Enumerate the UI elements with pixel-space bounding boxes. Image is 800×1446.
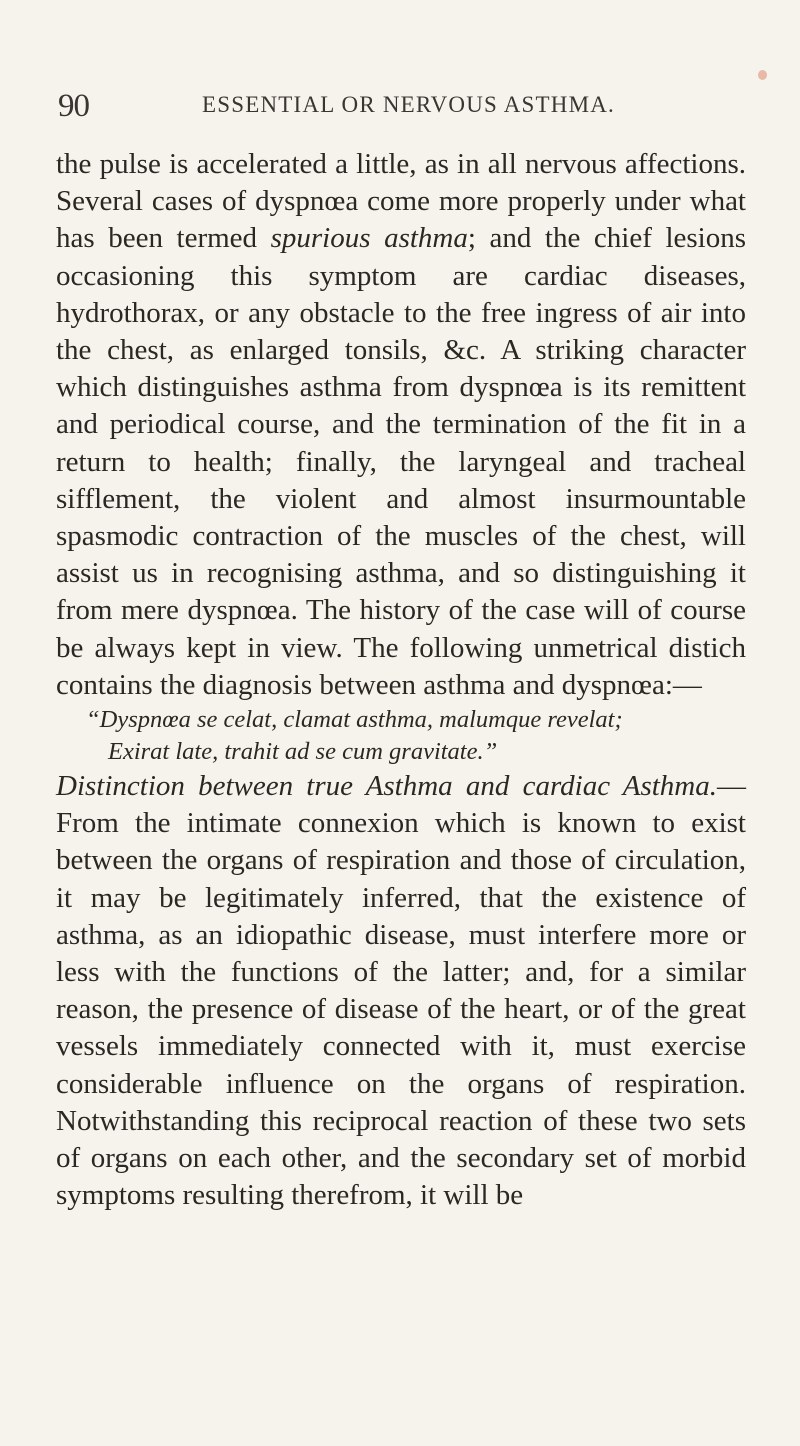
paragraph-2-text: —From the intimate connexion which is known to exist between the organs of respiration and those of circulation, it may be legitimately inferred, that the existence of asthma, as an idiopathic disease, must interfere more or less with the functions of the latter; and, for a similar reason, the presence of disease of the heart, or of the great vessels immediately connected with it, must exercise considerable influence on the organs of respiration. Notwithstanding this reciprocal reaction of these two sets of organs on each other, and the secondary set of morbid symptoms resulting therefrom, it will be: [56, 770, 746, 1212]
page-number: 90: [58, 88, 89, 124]
paragraph-1-text-b: ; and the chief lesions occasioning this symptom are cardiac diseases, hydrothorax, or any obstacle to the free ingress of air into the chest, as enlarged tonsils, &c. A striking character which distinguishes asthma from dyspnœa is its remittent and periodical course, and the termination of the fit in a return to health; finally, the laryngeal and tracheal sifflement, the violent and almost insurmountable spasmodic contraction of the muscles of the chest, will assist us in recognising asthma, and so distinguishing it from mere dyspnœa. The history of the case will of course be always kept in view. The following unmetrical distich contains the diagnosis between asthma and dyspnœa:—: [56, 222, 746, 701]
running-title: ESSENTIAL OR NERVOUS ASTHMA.: [202, 92, 615, 117]
page-body: [56, 146, 746, 1214]
paragraph-1: [56, 146, 746, 704]
page-header: [58, 88, 758, 128]
latin-distich: [56, 704, 746, 768]
paragraph-2: [56, 768, 746, 1214]
paragraph-1-text-a: the pulse is accelerated a little, as in all nervous affections. Several cases of dyspnœa come more properly under what has been termed: [56, 148, 746, 255]
italic-term: spurious asthma: [270, 222, 468, 255]
distich-line-2: Exirat late, trahit ad se cum gravitate.”: [108, 738, 498, 766]
distich-line-1: “Dyspnœa se celat, clamat asthma, malumque revelat;: [86, 706, 623, 734]
section-heading: Distinction between true Asthma and cardiac Asthma.: [56, 770, 717, 803]
ink-spot: [758, 70, 767, 80]
